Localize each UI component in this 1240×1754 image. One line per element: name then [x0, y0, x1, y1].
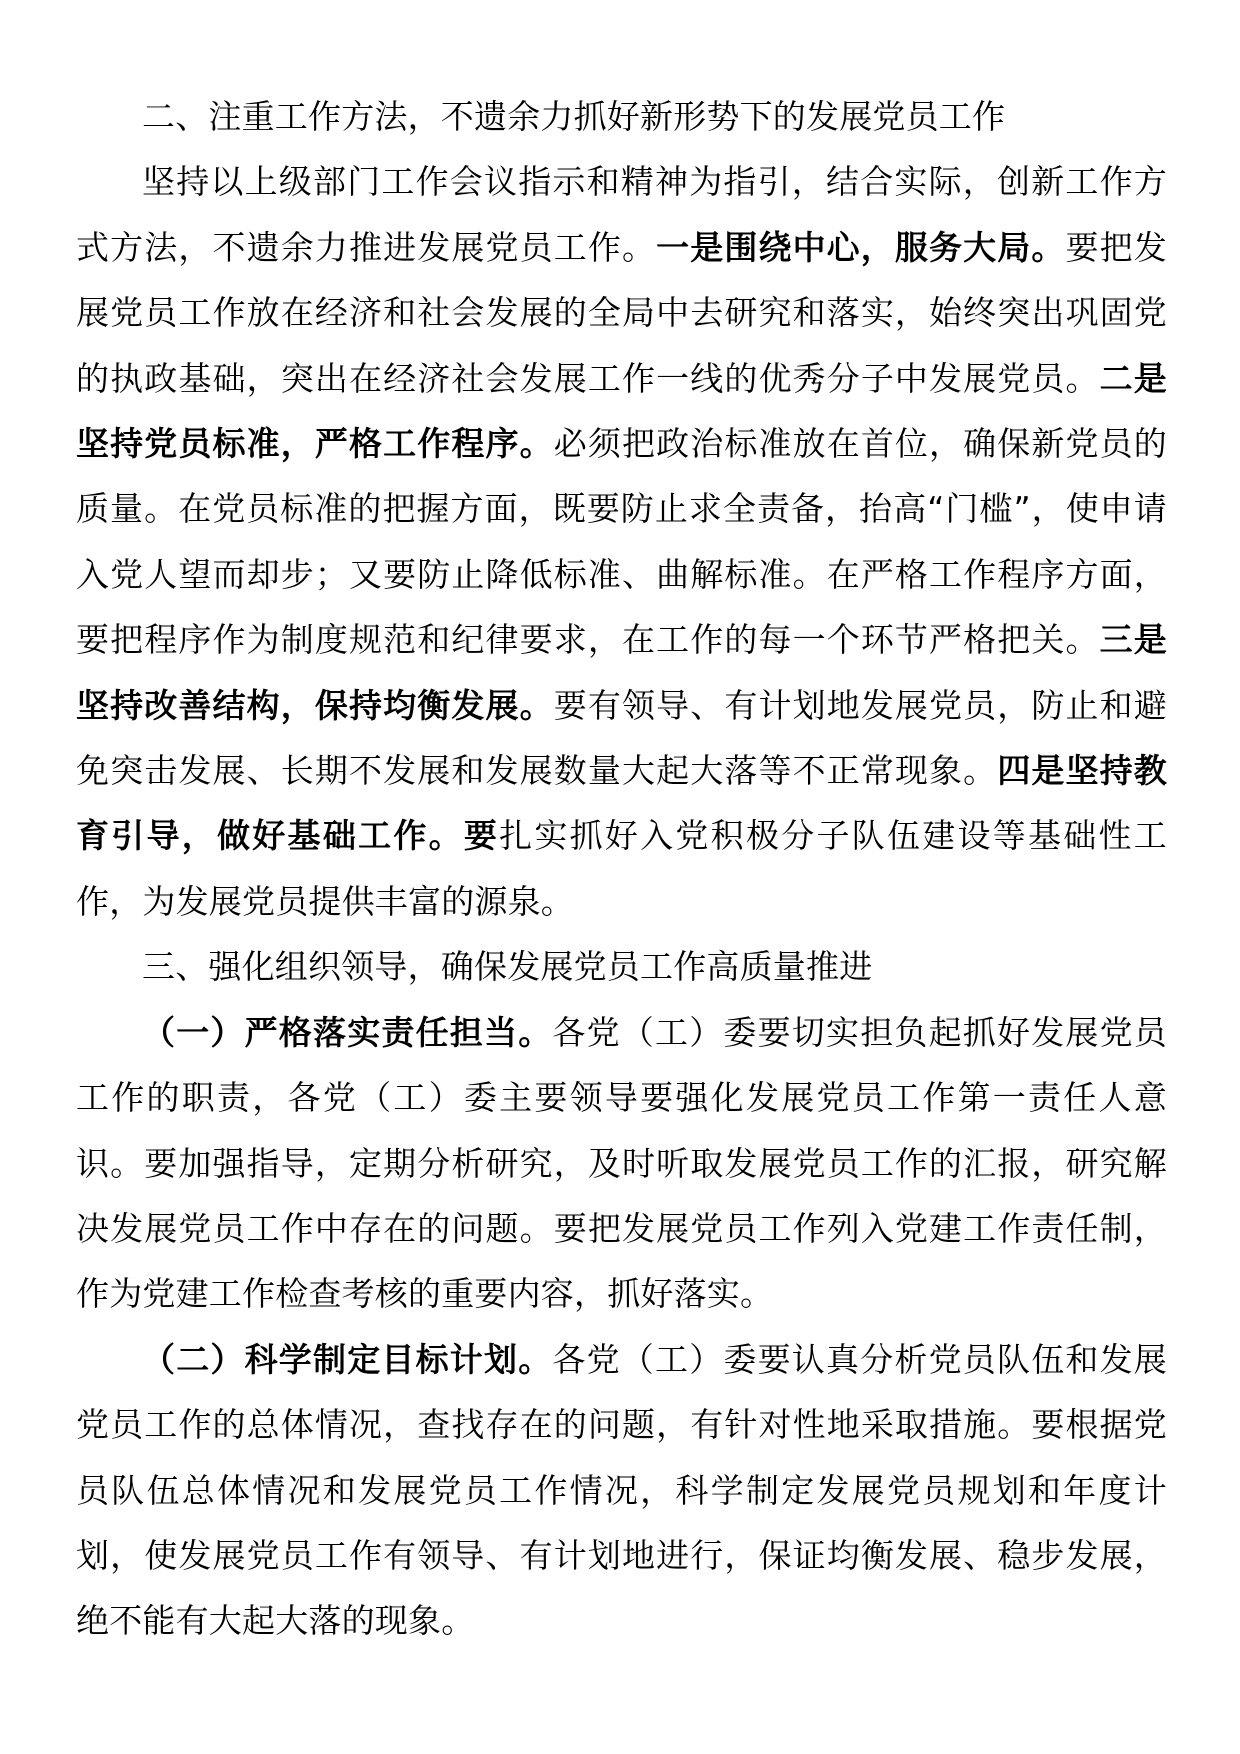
paragraph-plan	[76, 1327, 1167, 1654]
paragraph-responsibility	[76, 1000, 1167, 1327]
paragraph-text: 要有领导、有计划地发展党员，防止和避免突击发展、长期不发展和发展数量大起大落等不正常现象。	[76, 685, 1167, 791]
paragraph-text: 各党（工）委要切实担负起抓好发展党员工作的职责，各党（工）委主要领导要强化发展党员工作第一责任人意识。要加强指导，定期分析研究，及时听取发展党员工作的汇报，研究解决发展党员工作中存在的问题。要把发展党员工作列入党建工作责任制，作为党建工作检查考核的重要内容，抓好落实。	[76, 1012, 1167, 1314]
bold-point-1: 一是围绕中心，服务大局。	[656, 227, 1066, 267]
section-heading-2: 二、注重工作方法，不遗余力抓好新形势下的发展党员工作	[142, 97, 1006, 136]
paragraph-text: 各党（工）委要认真分析党员队伍和发展党员工作的总体情况，查找存在的问题，有针对性地采取措施。要根据党员队伍总体情况和发展党员工作情况，科学制定发展党员规划和年度计划，使发展党员工作有领导、有计划地进行，保证均衡发展、稳步发展，绝不能有大起大落的现象。	[76, 1339, 1167, 1641]
subheading-1: （一）严格落实责任担当。	[142, 1012, 553, 1052]
paragraph-methods	[76, 149, 1167, 934]
bold-point-3: 三是坚持改善结构，保持均衡发展。	[76, 620, 1167, 725]
paragraph-text: 要把发展党员工作放在经济和社会发展的全局中去研究和落实，始终突出巩固党的执政基础，突出在经济社会发展工作一线的优秀分子中发展党员。	[76, 227, 1167, 398]
paragraph-text: 扎实抓好入党积极分子队伍建设等基础性工作，为发展党员提供丰富的源泉。	[76, 816, 1167, 921]
section-heading-3: 三、强化组织领导，确保发展党员工作高质量推进	[142, 947, 873, 987]
bold-point-2: 二是坚持党员标准，严格工作程序。	[76, 358, 1167, 464]
bold-point-4: 四是坚持教育引导，做好基础工作。要	[76, 751, 1168, 856]
paragraph-text: 必须把政治标准放在首位，确保新党员的质量。在党员标准的把握方面，既要防止求全责备，抬高“门槛”，使申请入党人望而却步；又要防止降低标准、曲解标准。在严格工作程序方面，要把程序作为制度规范和纪律要求，在工作的每一个环节严格把关。	[76, 424, 1167, 660]
paragraph-text: 坚持以上级部门工作会议指示和精神为指引，结合实际，创新工作方式方法，不遗余力推进发展党员工作。	[76, 162, 1167, 267]
subheading-2: （二）科学制定目标计划。	[142, 1339, 553, 1379]
